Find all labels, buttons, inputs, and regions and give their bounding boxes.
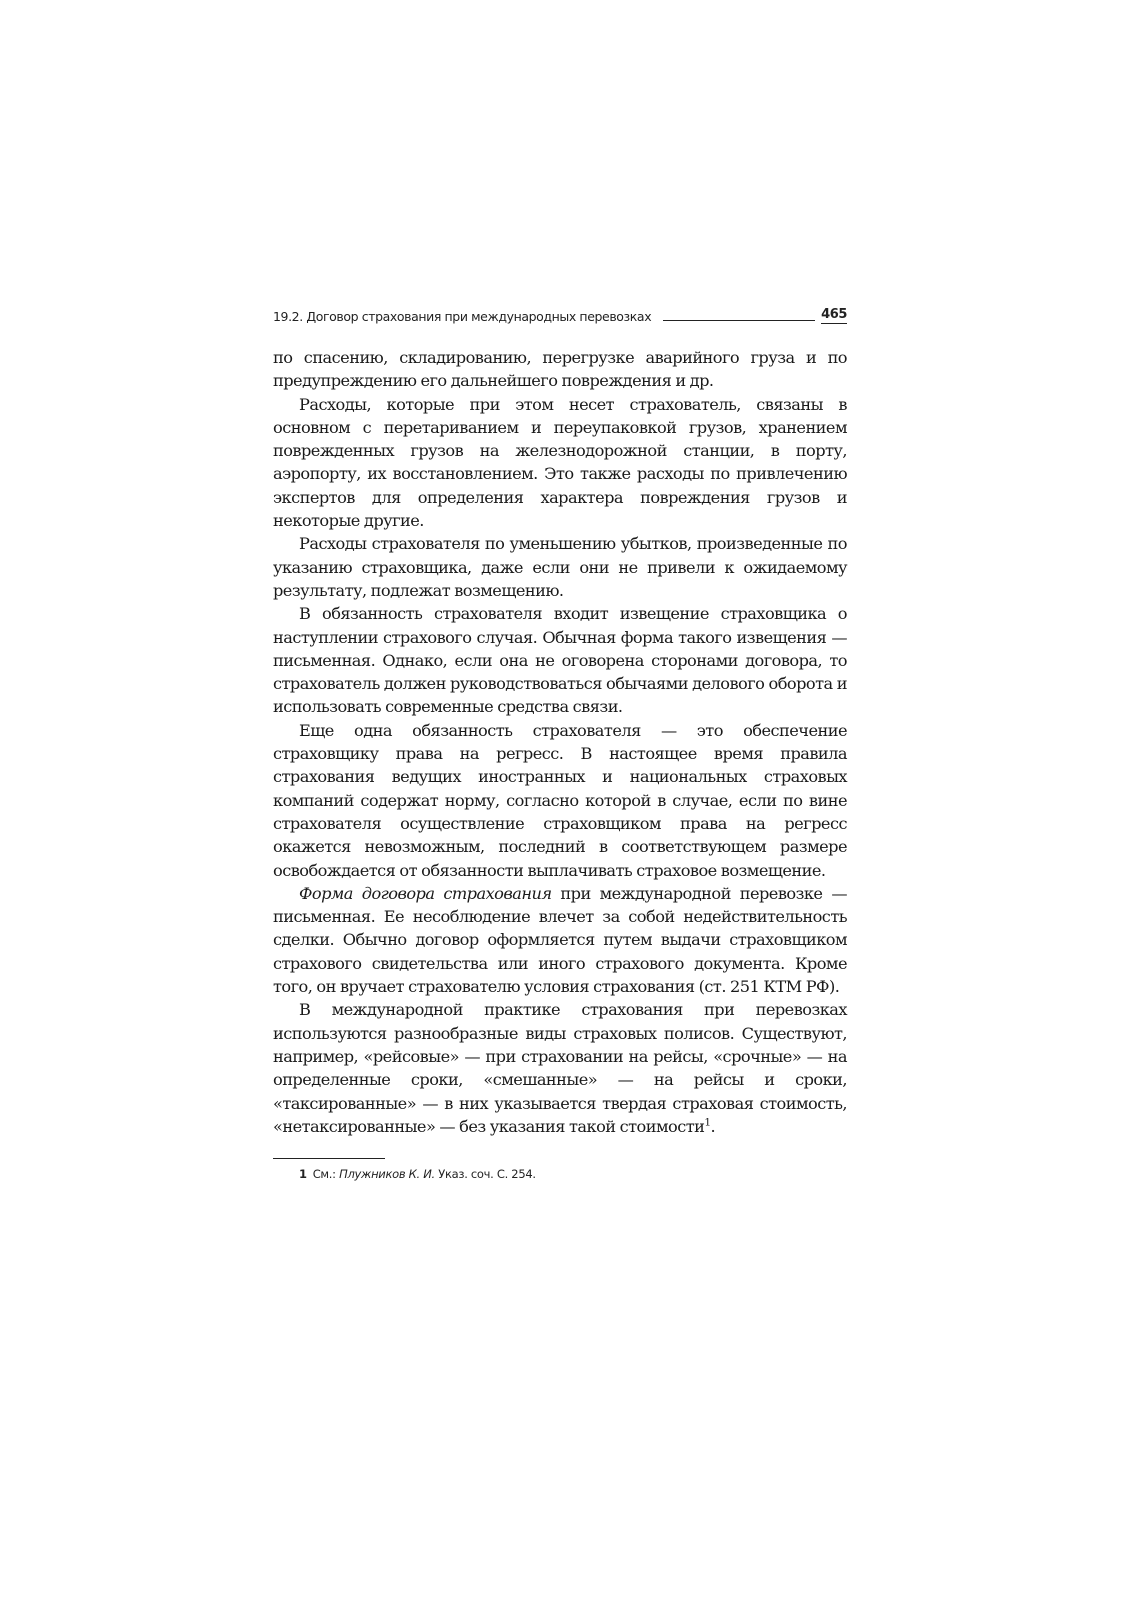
paragraph-7: В международной практике страхования при перевозках используются разнообразные виды страховых полисов. Существуют, например, «рейсовые» — при страховании на рейсы, «срочные» — на определенные сроки, «смешанные» — на рейсы и сроки, «таксированные» — в них указывается твердая страховая стоимость, «нетаксированные» — без указания такой стоимости$^1$. (273, 1000, 847, 1136)
page-number: 465 (821, 307, 847, 322)
paragraph-6-text: при международной перевозке — письменная. Ее несоблюдение влечет за собой недействительность сделки. Обычно договор оформляется путем выдачи страховщиком страхового свидетельства или иного страхового документа. Кроме того, он вручает страхователю условия страхования (ст. 251 КТМ РФ). (273, 883, 847, 997)
paragraph-6-italic-term: Форма договора страхования (299, 883, 552, 903)
paragraph-5: Еще одна обязанность страхователя — это обеспечение страховщику права на регресс. В настоящее время правила страхования ведущих иностранных и национальных страховых компаний содержат норму, согласно которой в случае, если по вине страхователя осуществление страховщиком права на регресс окажется невозможным, последний в соответствующем размере освобождается от обязанности выплачивать страховое возмещение. (273, 720, 847, 880)
paragraph-7-text: В международной практике страхования при перевозках используются разнообразные виды страховых полисов. Существуют, например, «рейсовые» — при страховании на рейсы, «срочные» — на определенные сроки, «смешанные» — на рейсы и сроки, «таксированные» — в них указывается твердая страховая стоимость, «нетаксированные» — без указания такой стоимости (273, 1000, 847, 1136)
footnote-reference: 1 (704, 1116, 711, 1129)
book-page (273, 300, 847, 1181)
paragraph-3: Расходы страхователя по уменьшению убытков, произведенные по указанию страховщика, даже если они не привели к ожидаемому результату, подлежат возмещению. (273, 534, 847, 600)
section-title: 19.2. Договор страхования при международных перевозках (273, 309, 652, 324)
paragraph-2: Расходы, которые при этом несет страхователь, связаны в основном с перетариванием и переупаковкой грузов, хранением поврежденных грузов на железнодорожной станции, в порту, аэропорту, их восстановлением. Это также расходы по привлечению экспертов для определения характера повреждения грузов и некоторые другие. (273, 394, 847, 531)
paragraph-6 (273, 882, 847, 998)
footnote-source: Указ. соч. С. 254. (434, 1167, 536, 1182)
footnote-number: 1 (299, 1167, 307, 1182)
footnote (273, 1167, 847, 1181)
footnote-prefix: См.: (312, 1167, 340, 1182)
running-head (273, 300, 847, 324)
paragraph-1: по спасению, складированию, перегрузке аварийного груза и по предупреждению его дальнейшего повреждения и др. (273, 348, 847, 391)
footnote-rule (273, 1158, 385, 1159)
header-rule (663, 320, 815, 321)
body-text (273, 346, 847, 1138)
paragraph-4: В обязанность страхователя входит извещение страховщика о наступлении страхового случая. Обычная форма такого извещения — письменная. Однако, если она не оговорена сторонами договора, то страхователь должен руководствоваться обычаями делового оборота и использовать современные средства связи. (273, 604, 847, 717)
footnote-author: Плужников К. И. (339, 1167, 435, 1182)
